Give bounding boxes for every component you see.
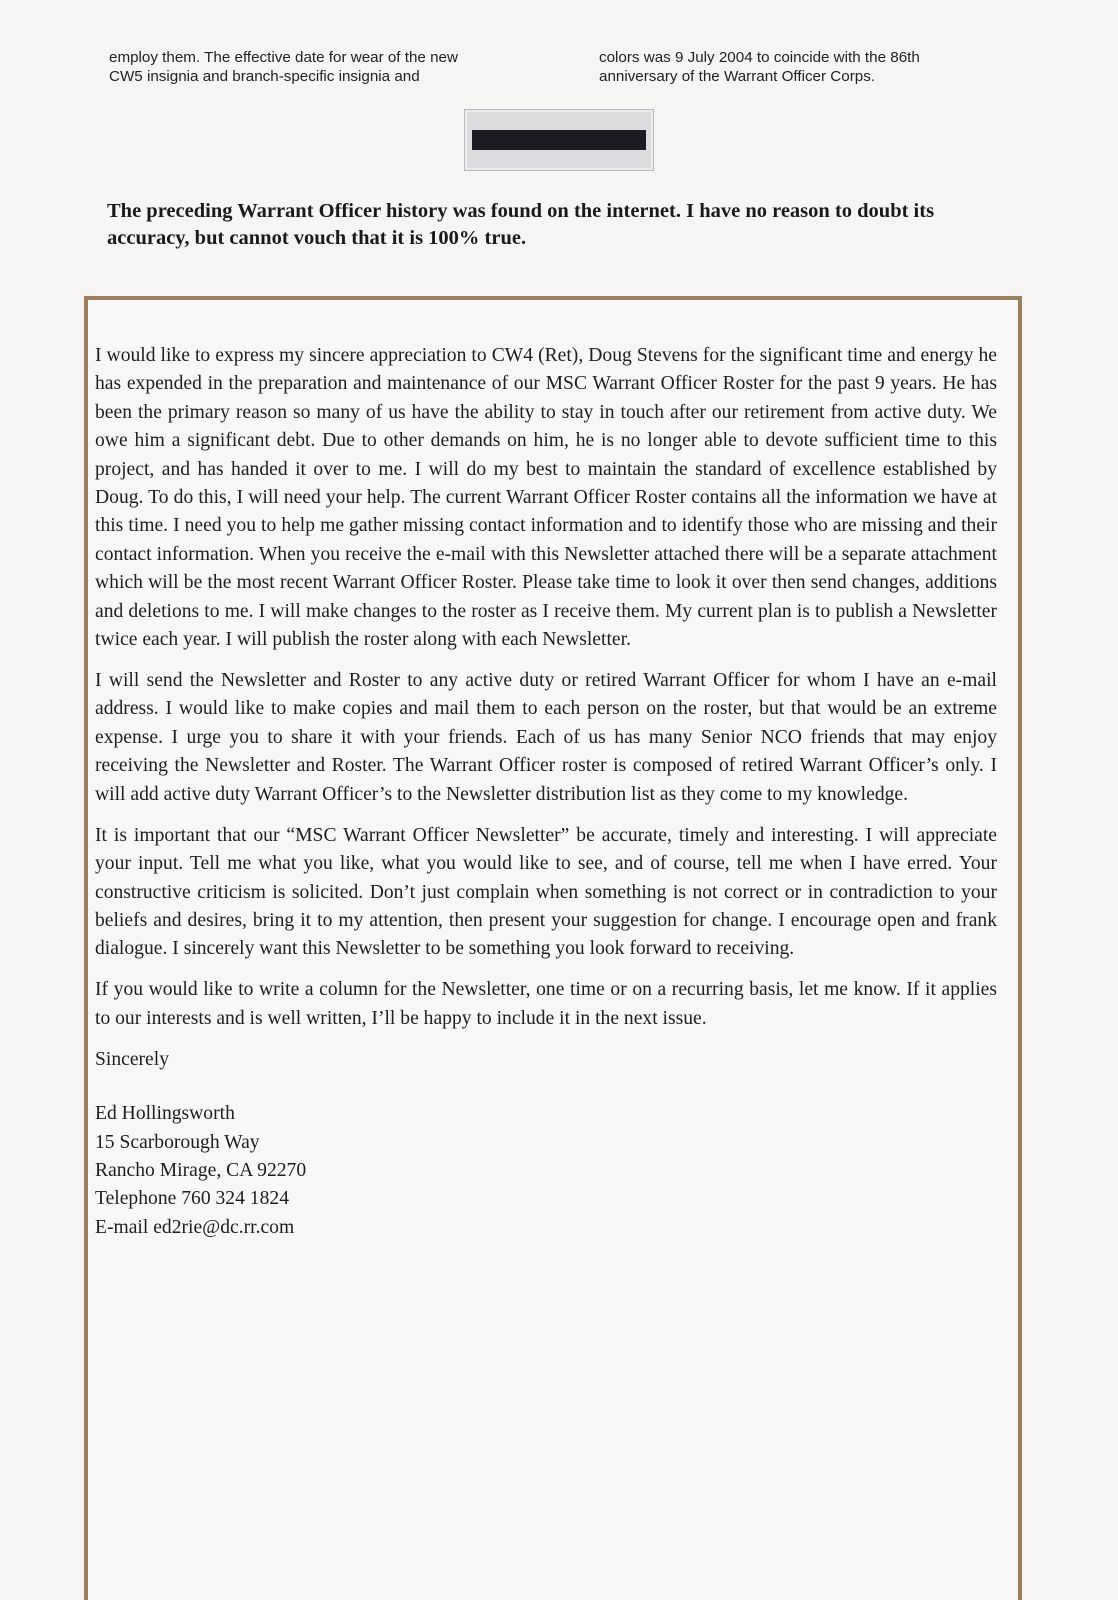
previous-article-continuation	[109, 48, 1014, 86]
signature-street: 15 Scarborough Way	[95, 1131, 260, 1153]
column-line: colors was 9 July 2004 to coincide with the 86th	[599, 49, 920, 66]
article-column-right	[599, 48, 1014, 86]
editor-letter	[95, 342, 997, 1242]
signature-telephone: Telephone 760 324 1824	[95, 1188, 289, 1210]
letter-paragraph: I would like to express my sincere appreciation to CW4 (Ret), Doug Stevens for the significant time and energy he has expended in the preparation and maintenance of our MSC Warrant Officer Roster for the past 9 years. He has been the primary reason so many of us have the ability to stay in touch after our retirement from active duty. We owe him a significant debt. Due to other demands on him, he is no longer able to devote sufficient time to this project, and has handed it over to me. I will do my best to maintain the standard of excellence established by Doug. To do this, I will need your help. The current Warrant Officer Roster contains all the information we have at this time. I need you to help me gather missing contact information and to identify those who are missing and their contact information. When you receive the e-mail with this Newsletter attached there will be a separate attachment which will be the most recent Warrant Officer Roster. Please take time to look it over then send changes, additions and deletions to me. I will make changes to the roster as I receive them. My current plan is to publish a Newsletter twice each year. I will publish the roster along with each Newsletter.	[95, 345, 997, 651]
article-column-left	[109, 48, 523, 86]
cw5-insignia-icon	[464, 109, 654, 171]
signature-city: Rancho Mirage, CA 92270	[95, 1159, 307, 1181]
signature-name: Ed Hollingsworth	[95, 1103, 235, 1125]
signature-email: E-mail ed2rie@dc.rr.com	[95, 1216, 295, 1238]
letter-paragraph: It is important that our “MSC Warrant Officer Newsletter” be accurate, timely and interesting. I will appreciate your input. Tell me what you like, what you would like to see, and of course, tell me when I have erred. Your constructive criticism is solicited. Don’t just complain when something is not correct or in contradiction to your beliefs and desires, bring it to my attention, then present your suggestion for change. I encourage open and frank dialogue. I sincerely want this Newsletter to be something you look forward to receiving.	[95, 824, 997, 960]
letter-paragraph: If you would like to write a column for the Newsletter, one time or on a recurring basis, let me know. If it applies to our interests and is well written, I’ll be happy to include it in the next issue.	[95, 979, 997, 1029]
insignia-stripe	[472, 130, 646, 150]
letter-paragraph: I will send the Newsletter and Roster to any active duty or retired Warrant Officer for whom I have an e-mail address. I would like to make copies and mail them to each person on the roster, but that would be an extreme expense. I urge you to share it with your friends. Each of us has many Senior NCO friends that may enjoy receiving the Newsletter and Roster. The Warrant Officer roster is composed of retired Warrant Officer’s only. I will add active duty Warrant Officer’s to the Newsletter distribution list as they come to my knowledge.	[95, 670, 997, 805]
letter-closing: Sincerely	[95, 1048, 169, 1070]
column-line: CW5 insignia and branch-specific insignia and	[109, 68, 420, 85]
column-line: employ them. The effective date for wear of the new	[109, 49, 458, 66]
signature-block	[95, 1100, 997, 1242]
history-disclaimer: The preceding Warrant Officer history was found on the internet. I have no reason to doubt its accuracy, but cannot vouch that it is 100% true.	[107, 200, 935, 249]
column-line: anniversary of the Warrant Officer Corps.	[599, 68, 876, 85]
